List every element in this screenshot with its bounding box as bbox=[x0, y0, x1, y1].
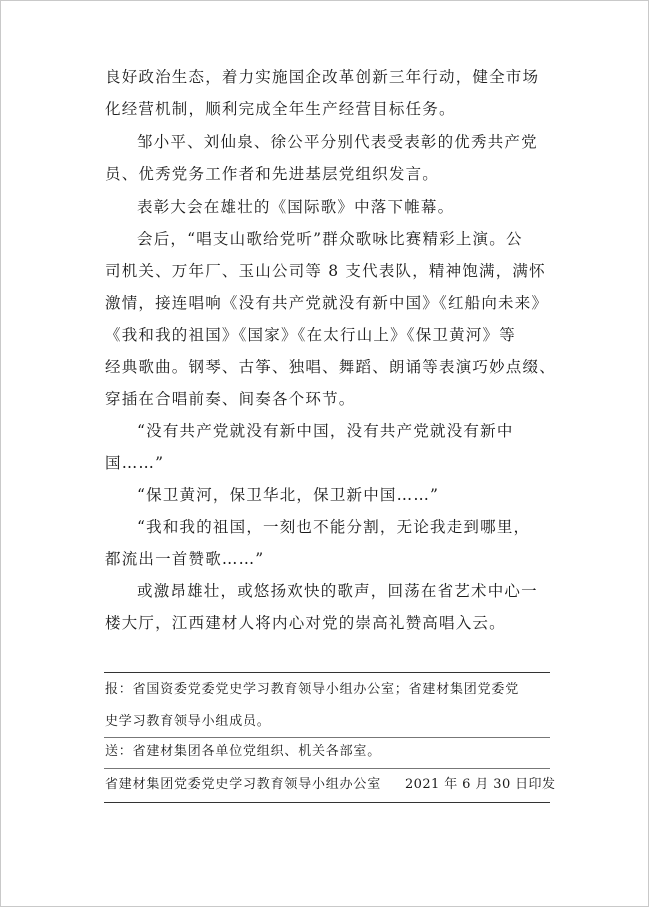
issuer-line: 省建材集团党委党史学习教育领导小组办公室 bbox=[105, 777, 382, 792]
body-line-3: 邹小平、刘仙泉、徐公平分别代表受表彰的优秀共产党 bbox=[137, 133, 538, 151]
footer-lower-rule bbox=[104, 768, 550, 769]
body-line-5: 表彰大会在雄壮的《国际歌》中落下帷幕。 bbox=[137, 198, 455, 216]
body-line-12: “没有共产党就没有新中国，没有共产党就没有新中 bbox=[137, 422, 514, 440]
report-line-2: 史学习教育领导小组成员。 bbox=[105, 714, 271, 729]
report-line-1: 报：省国资委党委党史学习教育领导小组办公室；省建材集团党委党 bbox=[105, 682, 520, 697]
body-line-17: 或激昂雄壮，或悠扬欢快的歌声，回荡在省艺术中心一 bbox=[137, 582, 538, 600]
send-line: 送：省建材集团各单位党组织、机关各部室。 bbox=[105, 744, 382, 759]
body-line-1: 良好政治生态，着力实施国企改革创新三年行动，健全市场 bbox=[105, 68, 540, 86]
body-line-10: 经典歌曲。钢琴、古筝、独唱、舞蹈、朗诵等表演巧妙点缀、 bbox=[105, 358, 556, 376]
body-line-7: 司机关、万年厂、玉山公司等 8 支代表队，精神饱满，满怀 bbox=[105, 262, 546, 280]
body-line-13: 国……” bbox=[105, 454, 165, 472]
issue-date: 2021 年 6 月 30 日印发 bbox=[405, 777, 556, 792]
body-line-8: 激情，接连唱响《没有共产党就没有新中国》《红船向未来》 bbox=[105, 294, 549, 312]
body-line-9: 《我和我的祖国》《国家》《在太行山上》《保卫黄河》等 bbox=[105, 326, 516, 344]
body-line-11: 穿插在合唱前奏、间奏各个环节。 bbox=[105, 390, 356, 408]
body-line-18: 楼大厅，江西建材人将内心对党的崇高礼赞高唱入云。 bbox=[105, 614, 506, 632]
body-line-14: “保卫黄河，保卫华北，保卫新中国……” bbox=[137, 486, 440, 504]
footer-middle-rule bbox=[104, 737, 550, 738]
body-line-6: 会后，“唱支山歌给党听”群众歌咏比赛精彩上演。公 bbox=[137, 230, 523, 248]
body-line-4: 员、优秀党务工作者和先进基层党组织发言。 bbox=[105, 165, 440, 183]
body-line-2: 化经营机制，顺利完成全年生产经营目标任务。 bbox=[105, 100, 456, 118]
footer-bottom-rule bbox=[104, 802, 550, 803]
body-line-16: 都流出一首赞歌……” bbox=[105, 550, 265, 568]
footer-top-rule bbox=[104, 672, 550, 673]
body-line-15: “我和我的祖国，一刻也不能分割，无论我走到哪里， bbox=[137, 518, 531, 536]
